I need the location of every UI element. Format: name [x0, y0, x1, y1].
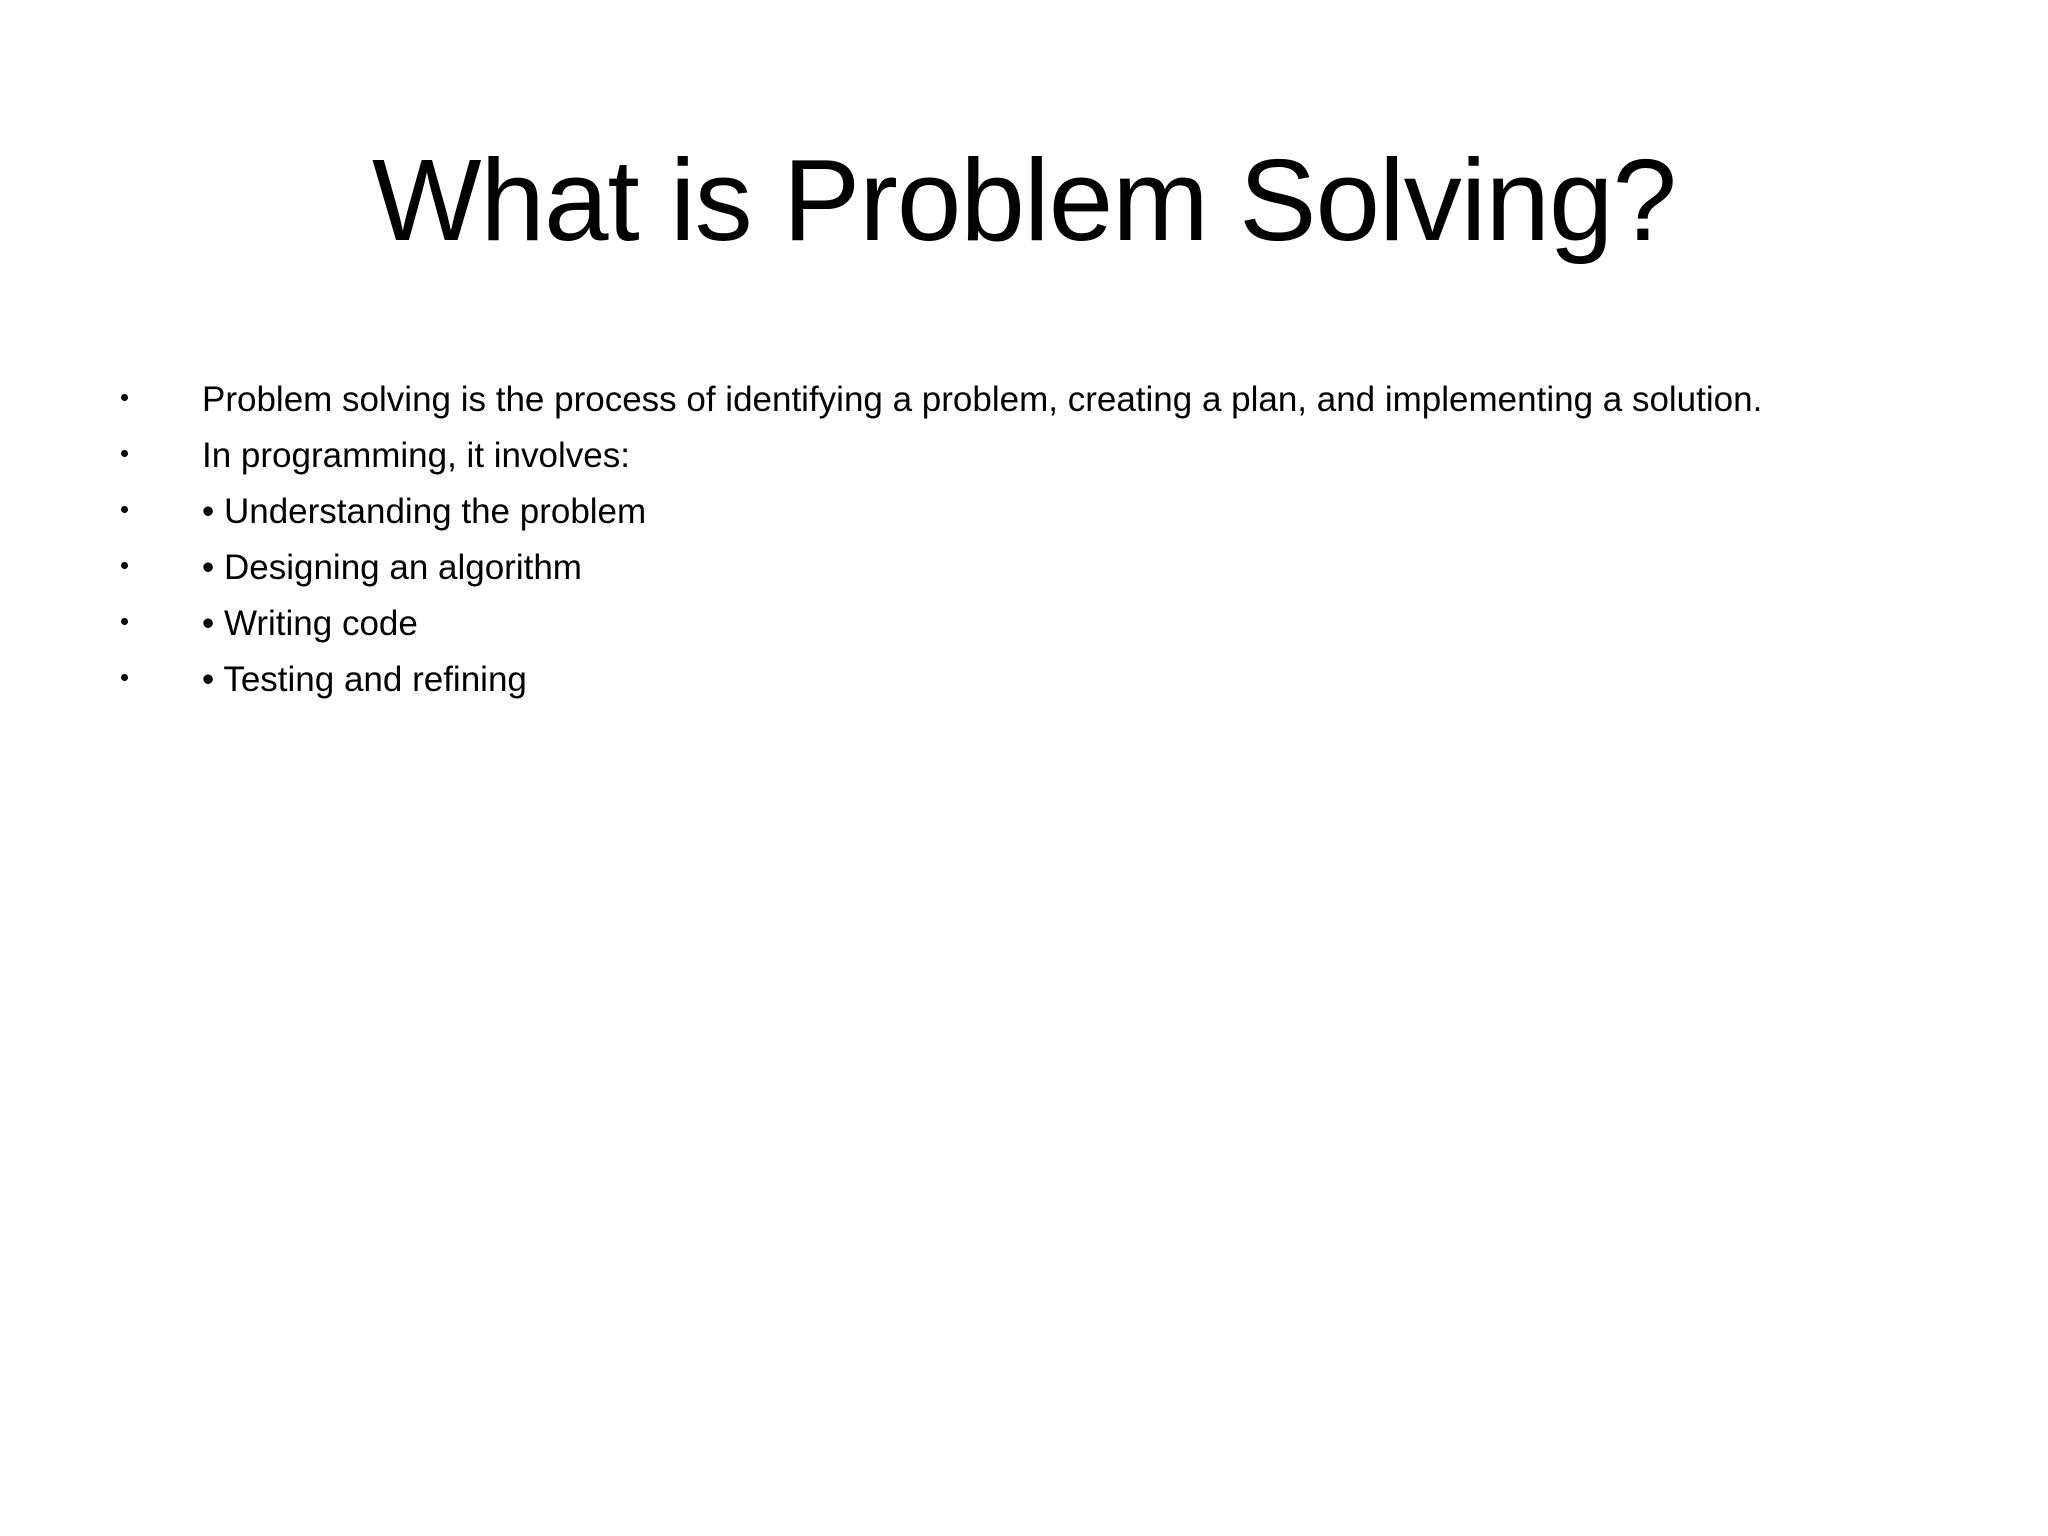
bullet-icon: • — [120, 494, 130, 524]
bullet-text: In programming, it involves: — [202, 436, 630, 475]
bullet-icon: • — [120, 606, 130, 636]
list-item — [120, 540, 1980, 596]
bullet-text: • Understanding the problem — [202, 492, 647, 531]
bullet-icon: • — [120, 550, 130, 580]
bullet-text: Problem solving is the process of identifying a problem, creating a plan, and implementing a solution. — [202, 380, 1763, 419]
bullet-text: • Testing and refining — [202, 660, 527, 699]
bullet-icon: • — [120, 438, 130, 468]
bullet-text: • Writing code — [202, 604, 418, 643]
list-item — [120, 596, 1980, 652]
list-item — [120, 372, 1980, 428]
bullet-icon: • — [120, 662, 130, 692]
bullet-icon: • — [120, 382, 130, 412]
list-item — [120, 652, 1980, 708]
slide-title: What is Problem Solving? — [371, 135, 1677, 265]
list-item — [120, 484, 1980, 540]
bullet-text: • Designing an algorithm — [202, 548, 582, 587]
list-item — [120, 428, 1980, 484]
bullet-list — [120, 372, 1980, 708]
